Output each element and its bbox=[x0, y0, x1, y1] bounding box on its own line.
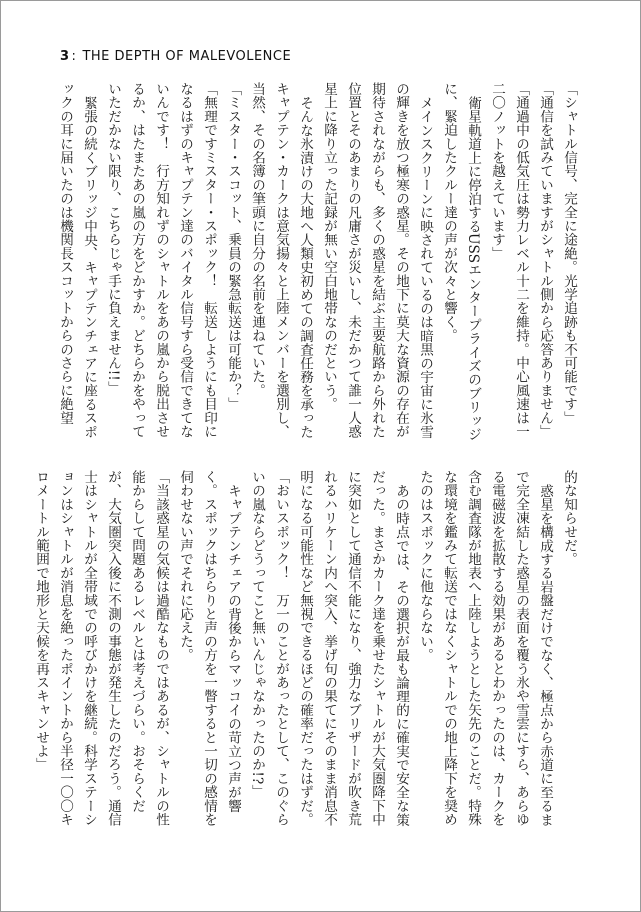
upper-text-column bbox=[41, 82, 581, 449]
paragraph: メインスクリーンに映されているのは暗黒の宇宙に氷雪の輝きを放つ極寒の惑星。その地下に莫大な資源の存在が期待されながらも、多くの惑星を結ぶ主要航路から外れた位置とそのあまりの凡庸さが災いし、未だかつて誰一人惑星上に降り立った記録が無い空白地帯なのだという。 bbox=[321, 82, 433, 439]
paragraph: 「おいスポック！ 万一のことがあったとして、このぐらいの嵐ならどうってこと無いんじゃなかったのか!?」 bbox=[249, 470, 289, 827]
chapter-number: 3 bbox=[60, 48, 70, 64]
paragraph: 衛星軌道上に停泊するUSSエンタープライズのブリッジに、緊迫したクルー達の声が次々と響く。 bbox=[441, 82, 481, 441]
chapter-title: THE DEPTH OF MALEVOLENCE bbox=[82, 48, 292, 64]
paragraph: キャプテンチェアの背後からマッコイの苛立つ声が響く。スポックはちらりと声の方を一瞥すると一切の感情を伺わせない声でそれに応えた。 bbox=[177, 470, 241, 827]
paragraph: 「無理ですミスター・スポック！ 転送しようにも目印になるはずのキャプテン達のバイタル信号すら受信できてないんです！ 行方知れずのシャトルをあの嵐から脱出させるか、はたまたあの嵐の方をどかすか。どちらかをやっていただかない限り、こちらじゃ手に負えません!!」 bbox=[105, 82, 217, 439]
paragraph: 「ミスター・スコット、乗員の緊急転送は可能か？」 bbox=[225, 82, 241, 411]
paragraph: 「通信を試みていますがシャトル側から応答ありません」 bbox=[537, 82, 553, 439]
paragraph: 「通過中の低気圧は勢力レベル十二を維持。中心風速は一二〇ノットを越えています」 bbox=[489, 82, 529, 439]
paragraph: 緊張の続くブリッジ中央、キャプテンチェアに座るスポックの耳に届いたのは機関長スコットからのさらに絶望 bbox=[57, 82, 97, 439]
header-separator: : bbox=[71, 48, 77, 64]
paragraph: 惑星を構成する岩盤だけでなく、極点から赤道に至るまで完全凍結した惑星の表面を覆う氷や雪雲にすら、あらゆる電磁波を拡散する効果があるとわかったのは、カークを含む調査隊が地表へ上陸しようとした矢先のことだ。特殊な環境を鑑みて転送ではなくシャトルでの地上降下を奨めたのはスポックに他ならない。 bbox=[417, 470, 553, 827]
running-header bbox=[60, 46, 580, 66]
paragraph: あの時点では、その選択が最も論理的に確実で安全な策だった。まさかカーク達を乗せたシャトルが大気圏降下中に突如として通信不能になり、強力なブリザードが吹き荒れるハリケーン内へ突入、挙げ句の果てにそのまま消息不明になる可能性など無視できるほどの確率だったはずだ。 bbox=[297, 470, 409, 827]
paragraph: 「シャトル信号、完全に途絶。光学追跡も不可能です」 bbox=[561, 82, 577, 425]
paragraph: そんな氷漬けの大地へ人類史初めての調査任務を承ったキャプテン・カークは意気揚々と上陸メンバーを選別し、当然、その名簿の筆頭に自分の名前を連ねていた。 bbox=[249, 82, 313, 439]
lower-text-column bbox=[33, 470, 581, 837]
paragraph: 「当該惑星の気候は過酷なものではあるが、シャトルの性能からして問題あるレベルとは考えづらい。おそらくだが、大気圏突入後に不測の事態が発生したのだろう。通信士はシャトルが全帯域での呼びかけを継続。科学ステーションはシャトルが消息を絶ったポイントから半径一〇〇キロメートル範囲で地形と天候を再スキャンせよ」 bbox=[33, 470, 169, 827]
paragraph: 的な知らせだ。 bbox=[561, 470, 577, 566]
